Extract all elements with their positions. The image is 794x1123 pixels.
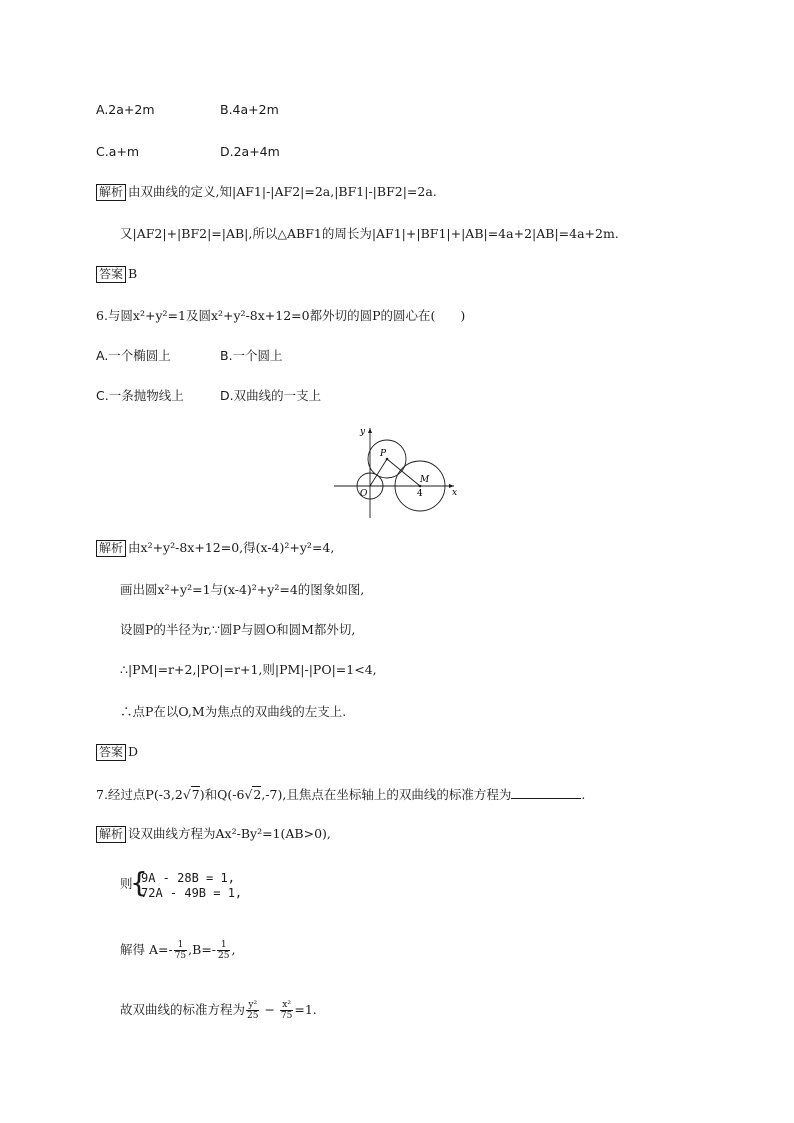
q6-analysis-line5: ∴点P在以O,M为焦点的双曲线的左支上. (120, 704, 347, 719)
fraction-x (280, 1000, 293, 1021)
then-label: 则 (120, 876, 133, 891)
fraction-numerator: 1 (174, 940, 187, 951)
q6-analysis-line2: 画出圆x²+y²=1与(x-4)²+y²=4的图象如图, (120, 582, 365, 597)
q7-stem-part: ,-7),且焦点在坐标轴上的双曲线的标准方程为 (261, 787, 512, 802)
q5-analysis-line2: 又|AF2|+|BF2|=|AB|,所以△ABF1的周长为|AF1|+|BF1|+|AB|=4a+2|AB|=4a+2m. (120, 226, 619, 241)
fraction-y (246, 1000, 259, 1021)
minus-sign: − (260, 1002, 279, 1017)
final-text: 故双曲线的标准方程为 (120, 1002, 246, 1017)
analysis-tag: 解析 (96, 540, 126, 557)
q7-stem: 7.经过点P(-3,2√7)和Q(-6√2,-7),且焦点在坐标轴上的双曲线的标准方程为 . (96, 787, 586, 802)
q5-option-d: D.2a+4m (220, 144, 280, 159)
segment-pm (387, 459, 420, 486)
q6-answer (96, 744, 138, 761)
label-4: 4 (417, 489, 423, 499)
q6-analysis-line4: ∴|PM|=r+2,|PO|=r+1,则|PM|-|PO|=1<4, (120, 662, 377, 677)
sqrt-2: 2 (253, 787, 262, 802)
analysis-tag: 解析 (96, 184, 126, 201)
q6-option-a: A.一个椭圆上 (96, 348, 171, 363)
fraction-numerator: y² (246, 1000, 259, 1011)
point-p (386, 458, 389, 461)
q6-analysis (96, 540, 334, 557)
solution-text: ,B=- (188, 942, 217, 957)
q6-option-c: C.一条抛物线上 (96, 388, 184, 403)
label-p: P (380, 449, 387, 459)
fraction-numerator: x² (280, 1000, 293, 1011)
brace-icon: { (130, 866, 148, 899)
fraction-denominator: 25 (247, 1011, 259, 1021)
q6-option-b: B.一个圆上 (220, 348, 283, 363)
point-m (419, 485, 422, 488)
q5-option-a: A.2a+2m (96, 102, 155, 117)
fraction-denominator: 75 (280, 1011, 293, 1021)
solution-text: 解得 A=- (120, 942, 173, 957)
segment-po (370, 459, 387, 486)
label-y: y (360, 427, 366, 437)
label-o: O (360, 489, 368, 499)
q7-final (120, 1000, 317, 1021)
q6-analysis-line1: 由x²+y²-8x+12=0,得(x-4)²+y²=4, (128, 540, 335, 555)
solution-text: , (231, 942, 236, 957)
analysis-tag: 解析 (96, 826, 126, 843)
q7-analysis-line1: 设双曲线方程为Ax²-By²=1(AB>0), (128, 826, 331, 841)
fraction-b (217, 940, 230, 961)
q6-option-d: D.双曲线的一支上 (220, 388, 322, 403)
sqrt-7: 7 (191, 787, 200, 802)
fraction-numerator: 1 (217, 940, 230, 951)
final-text: =1. (294, 1002, 317, 1017)
equation-1: 9A - 28B = 1, (141, 871, 235, 885)
y-axis-arrow (368, 428, 372, 433)
q5-answer-value: B (128, 266, 138, 281)
q7-stem-part: )和Q(-6 (199, 787, 245, 802)
equation-2: 72A - 49B = 1, (141, 886, 243, 900)
fraction-denominator: 75 (174, 951, 187, 961)
q5-answer (96, 266, 137, 283)
q5-analysis-line1: 由双曲线的定义,知|AF1|-|AF2|=2a,|BF1|-|BF2|=2a. (128, 184, 437, 199)
fraction-denominator: 25 (218, 951, 230, 961)
q7-stem-part: 7.经过点P(-3,2 (96, 787, 183, 802)
q7-stem-part: . (581, 787, 586, 802)
fraction-a (174, 940, 187, 961)
answer-blank (511, 786, 581, 799)
q5-option-c: C.a+m (96, 144, 140, 159)
q7-analysis (96, 826, 331, 843)
label-m: M (420, 475, 430, 485)
label-x: x (452, 488, 458, 498)
circles-figure (330, 420, 465, 520)
q6-answer-value: D (128, 744, 139, 759)
q6-analysis-line3: 设圆P的半径为r,∵圆P与圆O和圆M都外切, (120, 622, 356, 637)
answer-tag: 答案 (96, 266, 126, 283)
answer-tag: 答案 (96, 744, 126, 761)
q5-option-b: B.4a+2m (220, 102, 279, 117)
q5-analysis (96, 184, 437, 201)
q6-stem: 6.与圆x²+y²=1及圆x²+y²-8x+12=0都外切的圆P的圆心在( ) (96, 308, 466, 323)
q7-solution (120, 940, 235, 961)
